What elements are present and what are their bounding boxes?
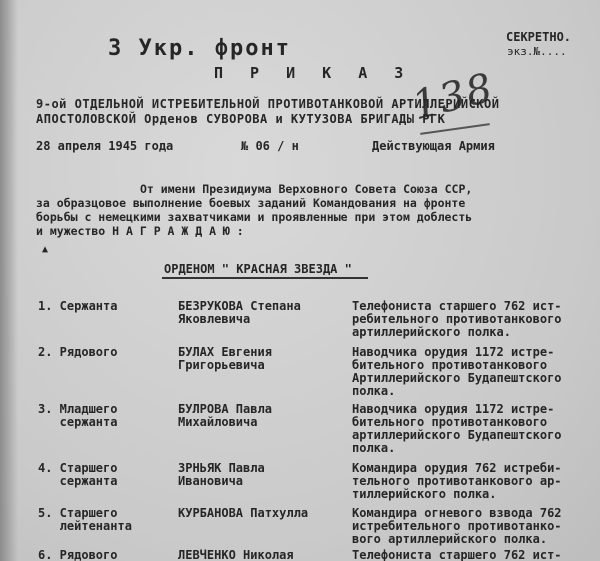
award-position: Командира огневого взвода 762 истребительного противотанко- вого артиллерийского полка. xyxy=(352,506,562,546)
intro-line: за образцовое выполнение боевых заданий Командования на фронте xyxy=(36,196,466,210)
award-position: Телефониста старшего 762 ист- ребительного противотанкового артиллерийского полка. xyxy=(352,299,562,339)
margin-mark-icon: ▲ xyxy=(42,244,49,255)
order-place: Действующая Армия xyxy=(372,139,495,153)
order-date: 28 апреля 1945 года xyxy=(36,139,174,153)
award-rank: 6. Рядового xyxy=(38,548,118,561)
page-edge-shadow xyxy=(0,0,18,561)
intro-line: От имени Президиума Верховного Совета Союза ССР, xyxy=(140,182,473,196)
award-name: ЗРНЬЯК Павла Ивановича xyxy=(178,461,265,488)
award-rank: 1. Сержанта xyxy=(38,299,118,313)
order-heading: ОРДЕНОМ " КРАСНАЯ ЗВЕЗДА " xyxy=(164,262,352,276)
unit-line-1: 9-ой ОТДЕЛЬНОЙ ИСТРЕБИТЕЛЬНОЙ ПРОТИВОТАНКОВОЙ АРТИЛЛЕРИЙСКОЙ xyxy=(36,97,500,111)
award-name: БУЛАХ Евгения Григорьевича xyxy=(178,345,272,372)
handwritten-number: 138 xyxy=(407,64,499,130)
secrecy-stamp: СЕКРЕТНО. xyxy=(506,30,572,44)
award-position: Наводчика орудия 1172 истре- бительного противотанкового артиллерийского Будапештского полка. xyxy=(352,402,562,455)
award-rank: 2. Рядового xyxy=(38,345,118,359)
copy-number: экз.№.... xyxy=(507,45,567,58)
unit-line-2: АПОСТОЛОВСКОЙ Орденов СУВОРОВА и КУТУЗОВА БРИГАДЫ РГК xyxy=(36,112,446,126)
award-position: Телефониста старшего 762 ист- xyxy=(352,548,562,561)
award-name: КУРБАНОВА Патхулла xyxy=(178,506,309,520)
award-rank: 3. Младшего сержанта xyxy=(38,402,118,429)
award-name: ЛЕВЧЕНКО Николая xyxy=(178,548,294,561)
order-heading-underline xyxy=(162,277,368,279)
intro-line: и мужество Н А Г Р А Ж Д А Ю : xyxy=(36,224,244,238)
front-name: 3 Укр. фронт xyxy=(108,36,291,61)
intro-line: борьбы с немецкими захватчиками и проявленные при этом доблесть xyxy=(36,210,473,224)
award-position: Наводчика орудия 1172 истре- бительного противотанкового Артиллерийского Будапештского полка. xyxy=(352,345,562,398)
document-title: П Р И К А З xyxy=(214,64,413,82)
award-position: Командира орудия 762 истреби- тельного противотанкового ар- тиллерийского полка. xyxy=(352,461,562,501)
order-number: № 06 / н xyxy=(241,139,299,153)
award-rank: 4. Старшего сержанта xyxy=(38,461,118,488)
award-name: БЕЗРУКОВА Степана Яковлевича xyxy=(178,299,301,326)
award-name: БУЛРОВА Павла Михайловича xyxy=(178,402,272,429)
award-rank: 5. Старшего лейтенанта xyxy=(38,506,132,533)
